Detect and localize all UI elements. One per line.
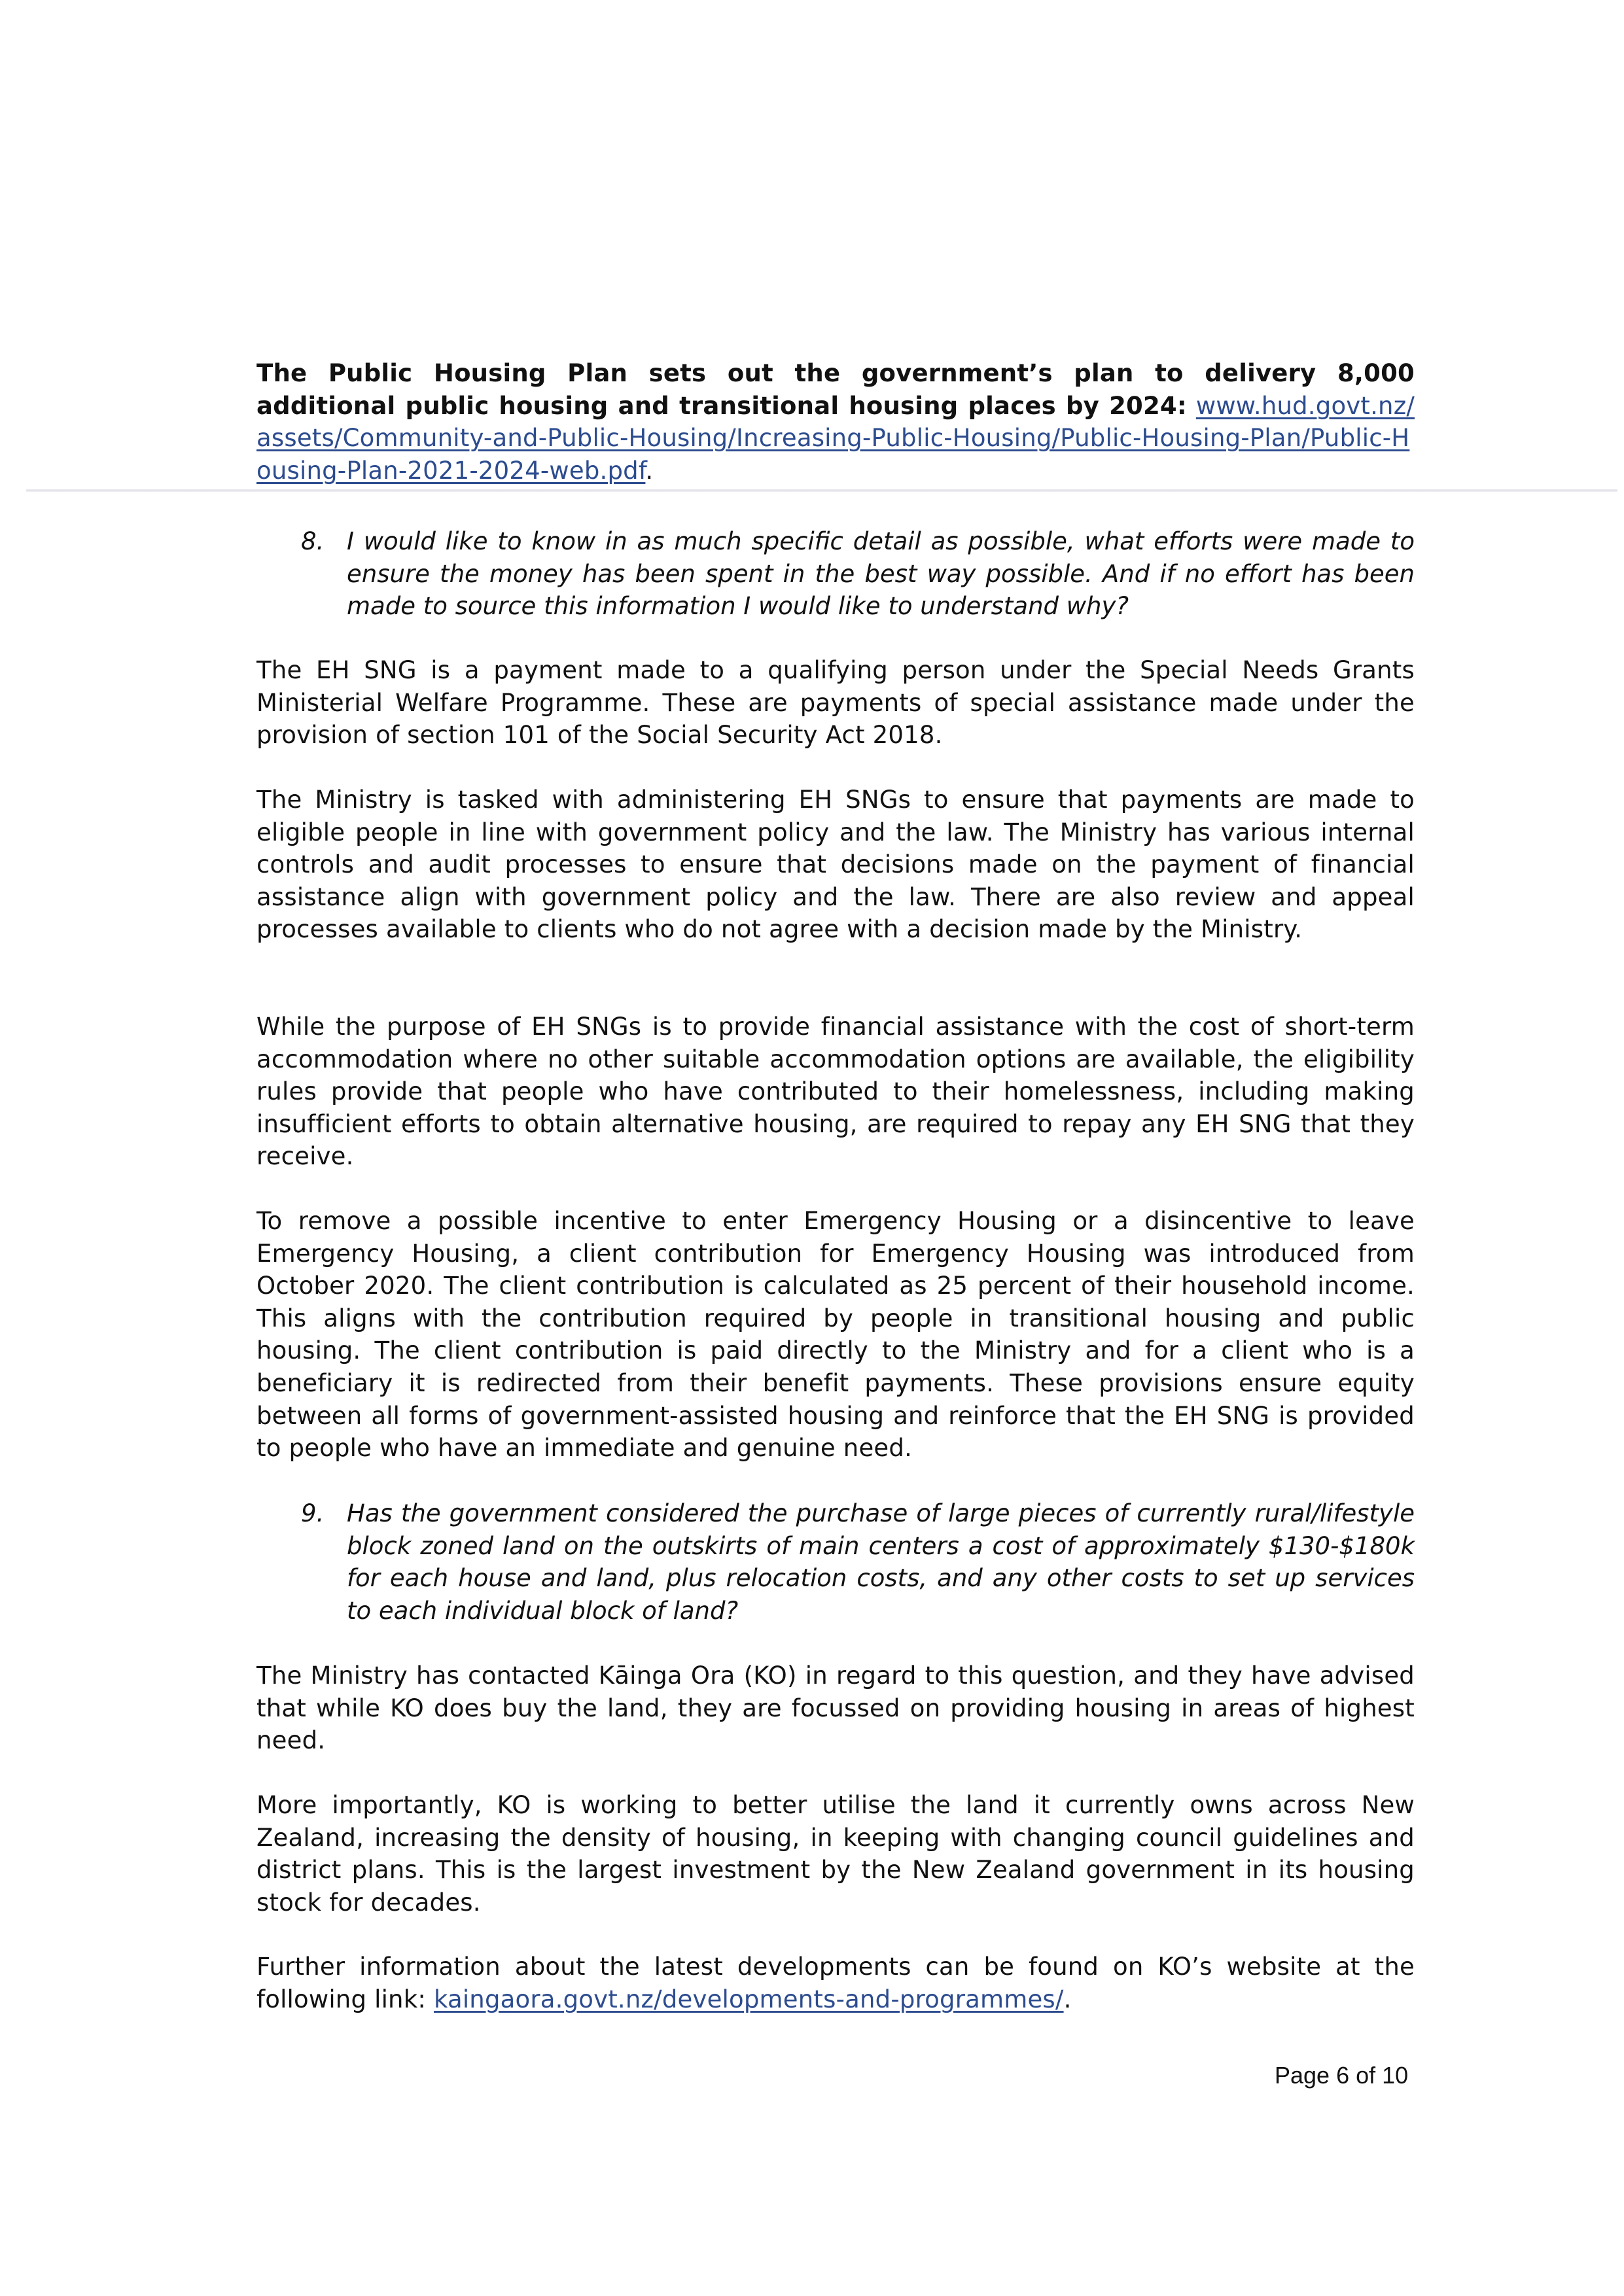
further-info-text: Further information about the latest developments can be found on KO’s website at the following link: xyxy=(256,1953,1415,2013)
paragraph-ko-land-utilisation: More importantly, KO is working to better utilise the land it currently owns across New Zealand, increasing the density of housing, in keeping with changing council guidelines and district plans. This is the largest investment by the New Zealand government in its housing stock for decades. xyxy=(256,1791,1415,1917)
kaingaora-developments-link[interactable]: kaingaora.govt.nz/developments-and-programmes/ xyxy=(433,1985,1064,2013)
paragraph-ministry-administering: The Ministry is tasked with administering EH SNGs to ensure that payments are made to eligible people in line with government policy and the law. The Ministry has various internal controls and audit processes to ensure that decisions made on the payment of financial assistance align with government policy and the law. There are also review and appeal processes available to clients who do not agree with a decision made by the Ministry. xyxy=(256,786,1415,944)
paragraph-kainga-ora-contacted: The Ministry has contacted Kāinga Ora (KO) in regard to this question, and they have advised that while KO does buy the land, they are focussed on providing housing in areas of highest need. xyxy=(256,1661,1415,1755)
paragraph-client-contribution: To remove a possible incentive to enter Emergency Housing or a disincentive to leave Emergency Housing, a client contribution for Emergency Housing was introduced from October 2020. The client contribution is calculated as 25 percent of their household income. This aligns with the contribution required by people in transitional housing and public housing. The client contribution is paid directly to the Ministry and for a client who is a beneficiary it is redirected from their benefit payments. These provisions ensure equity between all forms of government-assisted housing and reinforce that the EH SNG is provided to people who have an immediate and genuine need. xyxy=(256,1207,1415,1463)
question-9-text: Has the government considered the purchase of large pieces of currently rural/lifestyle block zoned land on the outskirts of main centers a cost of approximately $130-$180k for each house and land, plus relocation costs, and any other costs to set up services to each individual block of land? xyxy=(347,1499,1415,1625)
intro-paragraph xyxy=(256,357,1415,487)
further-info-suffix: . xyxy=(1063,1985,1072,2013)
paragraph-further-information xyxy=(256,1951,1415,2015)
question-8 xyxy=(301,525,1415,623)
paragraph-eh-sng-definition: The EH SNG is a payment made to a qualifying person under the Special Needs Grants Ministerial Welfare Programme. These are payments of special assistance made under the provision of section 101 of the Social Security Act 2018. xyxy=(256,656,1415,750)
question-9-number: 9. xyxy=(301,1499,325,1527)
hud-public-housing-plan-link[interactable]: www.hud.govt.nz/assets/Community-and-Public-Housing/Increasing-Public-Housing/Public-Housing-Plan/Public-Housing-Plan-2021-2024-web.pdf xyxy=(256,391,1415,485)
page-number: Page 6 of 10 xyxy=(1275,2062,1409,2089)
question-8-number: 8. xyxy=(301,527,325,555)
intro-bold-text: The Public Housing Plan sets out the government’s plan to delivery 8,000 additional public housing and transitional housing places by 2024: xyxy=(256,359,1415,420)
horizontal-divider xyxy=(26,489,1617,492)
intro-link-suffix: . xyxy=(645,456,654,485)
question-8-text: I would like to know in as much specific detail as possible, what efforts were made to ensure the money has been spent in the best way possible. And if no effort has been made to source this information I would like to understand why? xyxy=(347,527,1415,621)
paragraph-purpose-eh-sngs: While the purpose of EH SNGs is to provide financial assistance with the cost of short-term accommodation where no other suitable accommodation options are available, the eligibility rules provide that people who have contributed to their homelessness, including making insufficient efforts to obtain alternative housing, are required to repay any EH SNG that they receive. xyxy=(256,1013,1415,1171)
question-9 xyxy=(301,1497,1415,1628)
